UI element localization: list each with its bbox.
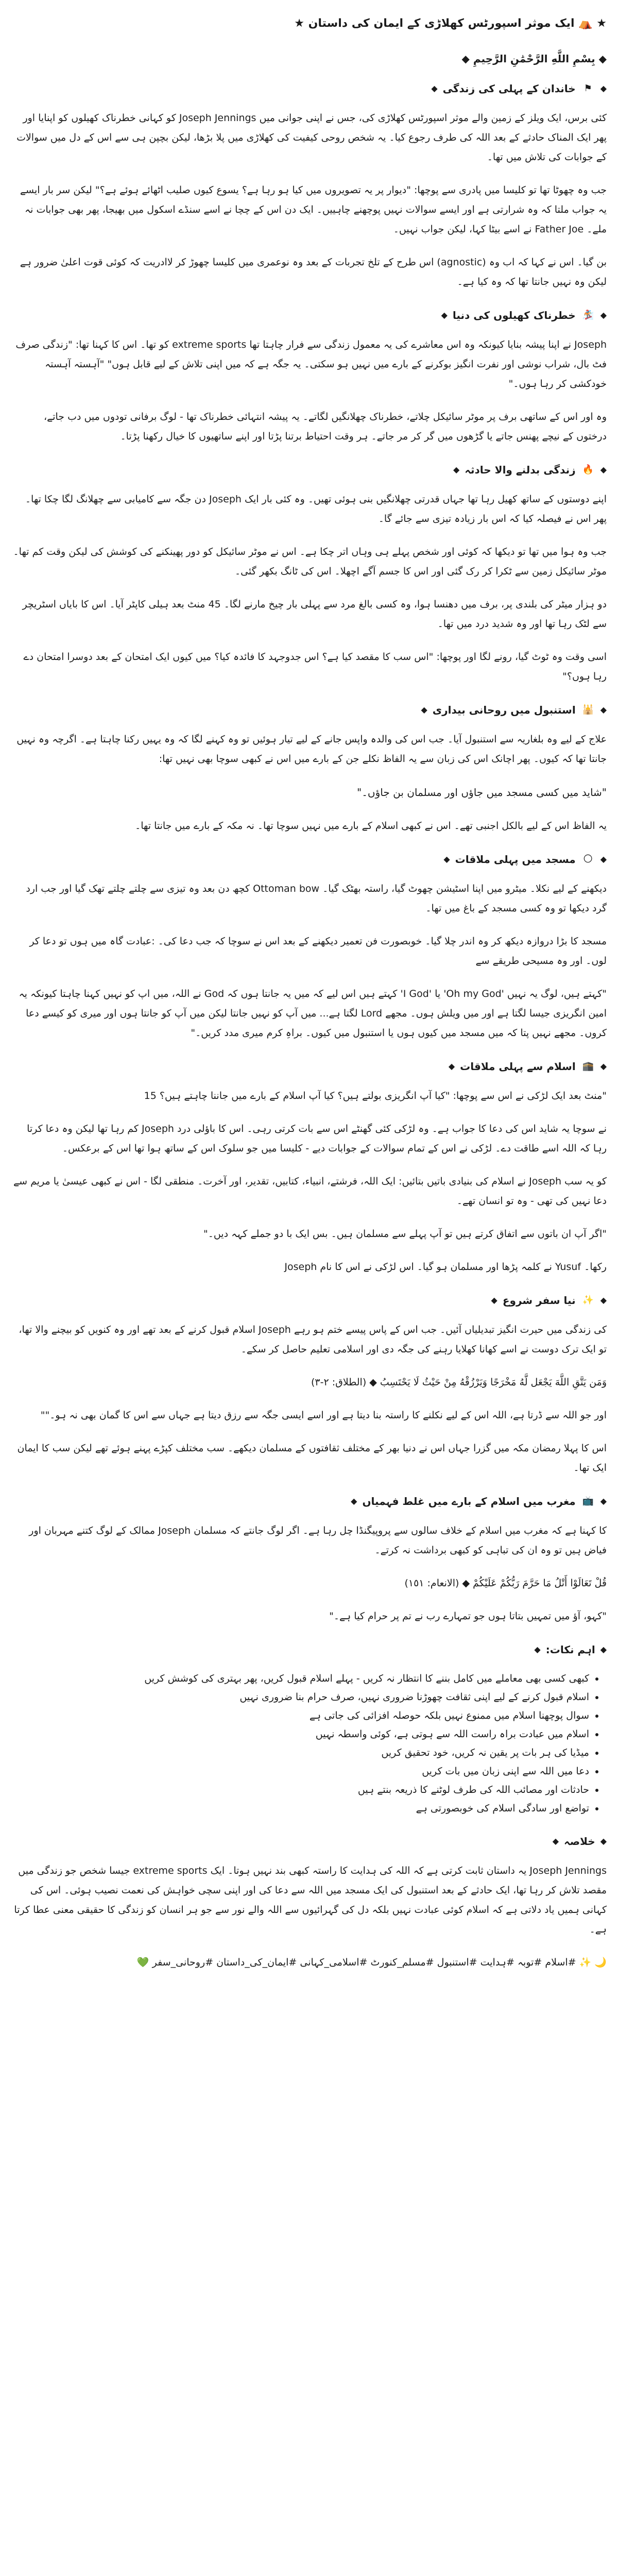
article-title: ★ ⛺ ایک موثر اسپورٹس کھلاڑی کے ایمان کی داستان ★: [294, 17, 607, 30]
section-mosque: [11, 849, 607, 1043]
diamond-icon: ◆: [600, 310, 607, 320]
paragraph: جب وہ چھوٹا تھا تو کلیسا میں پادری سے پوچھا: "دیوار پر یہ تصویروں میں کیا ہو رہا ہے؟ یسوع کیوں صلیب اٹھائے ہوئے ہے؟" لیکن سر بار ایسے یہ جواب ملتا کہ وہ شرارتی ہے اور ایسے سوالات نہیں پوچھنے چاہییں۔ ایک دن اس کے چچا نے اسے سنڈے اسکول میں بھیجا، پھر بھی جوابات نہ ملے۔ Father Joe نے اسے بیٹا کہا، لیکن جواب نہیں۔: [20, 184, 607, 235]
section-new-journey: [11, 1290, 607, 1478]
diamond-icon: ◆: [534, 1645, 541, 1654]
section-accident: [11, 460, 607, 686]
diamond-icon: ◆: [600, 705, 607, 715]
section-heading: [11, 849, 607, 870]
bismillah-heading: ◆ بِسْمِ اللَّهِ الرَّحْمَٰنِ الرَّحِيمِ ◆: [461, 53, 607, 65]
section-heading-text: استنبول میں روحانی بیداری: [432, 704, 576, 716]
section-icon: 🏂: [582, 310, 594, 320]
list-item: • حادثات اور مصائب اللہ کی طرف لوٹنے کا ذریعہ بنتے ہیں: [11, 1781, 589, 1799]
quran-verse: وَمَن يَتَّقِ اللَّهَ يَجْعَل لَّهُ مَخْرَجًا وَيَرْزُقْهُ مِنْ حَيْثُ لَا يَحْتَسِبُ ◆ (الطلاق: ٢-٣): [311, 1377, 607, 1388]
section-heading: [11, 700, 607, 720]
paragraph: کا کہنا ہے کہ مغرب میں اسلام کے خلاف سالوں سے پروپیگنڈا چل رہا ہے۔ اگر لوگ جانتے کہ مسلمان Joseph ممالک کے لوگ کتنے مہربان اور فیاض ہیں تو وہ ان کی تباہی کو کبھی برداشت نہ کرتے۔: [29, 1525, 607, 1556]
list-item: • اسلام قبول کرنے کے لیے اپنی ثقافت چھوڑنا ضروری نہیں، صرف حرام بنا ضروری نہیں: [11, 1688, 589, 1706]
section-heading: [11, 1639, 607, 1660]
diamond-icon: ◆: [600, 1836, 607, 1846]
paragraph: مسجد کا بڑا دروازہ دیکھ کر وہ اندر چلا گیا۔ خوبصورت فن تعمیر دیکھنے کے بعد اس نے سوچا کہ جب دعا کی۔ :عبادت گاہ میں ہوں تو دعا کر لوں۔ اور وہ مسیحی طریقے سے: [29, 936, 607, 967]
section-icon: ⚑: [583, 83, 592, 94]
section-first-encounter: [11, 1056, 607, 1277]
section-lessons: [11, 1639, 607, 1818]
diamond-icon: ◆: [431, 83, 438, 93]
paragraph: کئی برس، ایک ویلز کے زمین والے موثر اسپورٹس کھلاڑی کی، جس نے اپنی جوانی میں Joseph Jennings کو کہانی خطرناک کھیلوں کو اپنایا اور پھر ایک المناک حادثے کے بعد اللہ کی طرف رجوع کیا۔ یہ شخص روحی کیفیت کی کھلاڑی میں پلا بڑھا، لیکن بچپن ہی سے اس کے دل میں سوالات کے جوابات کی تلاش میں تھا۔: [16, 112, 607, 163]
paragraph: نے سوچا یہ شاید اس کی دعا کا جواب ہے۔ وہ لڑکی کئی گھنٹے اس سے بات کرتی رہی۔ اس کا باؤلی درد Joseph کم رہا تھا لیکن وہ دعا کرتا رہا کہ اللہ اسے طاقت دے۔ لڑکی نے اس کے تمام سوالات کے جوابات دیے - کلیسا میں جو سلوک اس کے ساتھ ہوا تھا اس کے برعکس۔: [27, 1123, 607, 1154]
paragraph: "کہتے ہیں، لوگ یہ نہیں 'Oh my God' یا 'I God' کہتے ہیں اس لیے کہ میں یہ جانتا ہوں کہ God نے اللہ، میں اپ کو نہیں کہنا چاہتا کیونکہ یہ امین انگریزی جیسا لگتا ہے اور میں ویلش ہوں۔ مجھے Lord لگتا ہے... میں آپ کو نہیں جانتا لیکن میں آپ کو جانتا ہوں اور میری کو کیسے دعا کروں۔ مجھے نہیں پتا کہ میں مسجد میں کیوں ہوں یا استنبول میں کیوں۔ براہِ کرم میری مدد کریں۔": [19, 988, 607, 1039]
section-icon: 📺: [582, 1496, 594, 1506]
hashtags: 🌙 ✨ #اسلام #توبہ #ہدایت #استنبول #مسلم_کنورٹ #اسلامی_کہانی #ایمان_کی_داستان #روحانی_سفر 💚: [136, 1957, 607, 1968]
diamond-icon: ◆: [552, 1836, 559, 1846]
section-heading: [11, 1831, 607, 1852]
section-heading: [11, 460, 607, 480]
list-item: • کبھی کسی بھی معاملے میں کامل بننے کا انتظار نہ کریں - پہلے اسلام قبول کریں، پھر بہتری کی کوشش کریں: [11, 1669, 589, 1688]
paragraph: اپنے دوستوں کے ساتھ کھیل رہا تھا جہاں قدرتی چھلانگیں بنی ہوئی تھیں۔ وہ کئی بار ایک Joseph دن جگہ سے کامیابی سے چھلانگ لگا چکا تھا۔ پھر اس نے فیصلہ کیا کہ اس بار زیادہ تیزی سے جائے گا۔: [25, 494, 607, 524]
section-heading-text: نیا سفر شروع: [502, 1294, 576, 1307]
lessons-list: [11, 1669, 607, 1818]
paragraph: اس کا پہلا رمضان مکہ میں گزرا جہاں اس نے دنیا بھر کے مختلف ثقافتوں کے مسلمان دیکھے۔ سب مختلف کپڑے پہنے ہوئے تھے لیکن سب کا ایمان ایک تھا۔: [17, 1443, 607, 1473]
diamond-icon: ◆: [600, 1645, 607, 1654]
section-heading-text: خطرناک کھیلوں کی دنیا: [452, 309, 576, 321]
list-item: • اسلام میں عبادت براہ راست اللہ سے ہوتی ہے، کوئی واسطہ نہیں: [11, 1725, 589, 1743]
diamond-icon: ◆: [600, 1061, 607, 1071]
section-summary: [11, 1831, 607, 1939]
section-heading: [11, 78, 607, 99]
section-heading-text: خلاصہ: [564, 1835, 595, 1848]
paragraph: رکھا۔ Yusuf نے کلمہ پڑھا اور مسلمان ہو گیا۔ اس لڑکی نے اس کا نام Joseph: [284, 1261, 607, 1273]
diamond-icon: ◆: [351, 1496, 357, 1506]
paragraph: "اگر آپ ان باتوں سے اتفاق کرتے ہیں تو آپ پہلے سے مسلمان ہیں۔ بس ایک با دو جملے کہہ دیں۔": [203, 1228, 607, 1240]
section-extreme-sports: [11, 305, 607, 446]
section-heading: [11, 1056, 607, 1077]
section-heading-text: مسجد میں پہلی ملاقات: [455, 853, 576, 866]
paragraph: "کہو، آؤ میں تمہیں بتاتا ہوں جو تمہارے رب نے تم پر حرام کیا ہے۔": [329, 1611, 607, 1622]
section-icon: 🕋: [582, 1061, 594, 1072]
diamond-icon: ◆: [600, 1295, 607, 1305]
section-icon: ✨: [582, 1295, 594, 1306]
diamond-icon: ◆: [491, 1295, 497, 1305]
list-item: • دعا میں اللہ سے اپنی زبان میں بات کریں: [11, 1762, 589, 1781]
section-heading: [11, 1491, 607, 1512]
section-misconceptions: [11, 1491, 607, 1626]
paragraph: بن گیا۔ اس نے کہا کہ اب وہ (agnostic) اس طرح کے تلخ تجربات کے بعد وہ نوعمری میں کلیسا چھوڑ کر لاادریت کہ کوئی قوت اعلیٰ ضرور ہے لیکن وہ نہیں جانتا تھا کہ وہ کیا ہے۔: [20, 257, 607, 287]
paragraph: دیکھنے کے لیے نکلا۔ میٹرو میں اپنا اسٹیشن چھوٹ گیا، راستہ بھٹک گیا۔ Ottoman bow کچھ دن بعد وہ تیزی سے چلتے چلتے تھک گیا اور جب ارد گرد دیکھا تو وہ کسی مسجد کے باغ میں تھا۔: [26, 883, 607, 914]
diamond-icon: ◆: [448, 1061, 455, 1071]
paragraph: اسی وقت وہ ٹوٹ گیا، رونے لگا اور پوچھا: "اس سب کا مقصد کیا ہے؟ اس جدوجہد کا فائدہ کیا؟ میں کیوں ایک امتحان کے بعد دوسرا امتحان دے رہا ہوں؟": [23, 651, 607, 682]
paragraph: کو یہ سب Joseph نے اسلام کی بنیادی باتیں بتائیں: ایک اللہ، فرشتے، انبیاء، کتابیں، تقدیر، اور آخرت۔ منطقی لگا - اس نے کبھی عیسیٰ یا مریم سے دعا نہیں کی تھی - وہ تو انسان تھے۔: [13, 1176, 607, 1207]
diamond-icon: ◆: [600, 854, 607, 864]
paragraph: "منٹ بعد ایک لڑکی نے اس سے پوچھا: "کیا آپ انگریزی بولتے ہیں؟ کیا آپ اسلام کے بارے میں جاننا چاہتے ہیں؟ 15: [144, 1090, 607, 1101]
section-heading: [11, 1290, 607, 1311]
paragraph: جب وہ ہوا میں تھا تو دیکھا کہ کوئی اور شخص پہلے ہی وہاں اتر چکا ہے۔ اس نے موٹر سائیکل کو دور پھینکنے کی کوشش کی لیکن وقت کم تھا۔ موٹر سائیکل زمین سے ٹکرا کر رک گئی اور اس کا جسم آگے اچھلا۔ اس کی ٹانگ بکھر گئی۔: [13, 546, 607, 577]
diamond-icon: ◆: [443, 854, 450, 864]
section-icon: 🕌: [582, 704, 594, 715]
list-item: • میڈیا کی ہر بات پر یقین نہ کریں، خود تحقیق کریں: [11, 1743, 589, 1762]
section-istanbul: [11, 700, 607, 836]
section-heading-text: اہم نکات:: [545, 1643, 595, 1656]
section-icon: 🌕: [583, 854, 593, 865]
section-heading-text: مغرب میں اسلام کے بارے میں غلط فہمیاں: [362, 1495, 576, 1507]
paragraph: یہ الفاظ اس کے لیے بالکل اجنبی تھے۔ اس نے کبھی اسلام کے بارے میں نہیں سوچا تھا۔ نہ مکہ کے بارے میں جانتا تھا۔: [135, 820, 607, 832]
section-heading-text: خاندان کے پہلی کی زندگی: [442, 82, 576, 95]
section-heading-text: زندگی بدلنے والا حادثہ: [465, 464, 576, 476]
paragraph: کی زندگی میں حیرت انگیز تبدیلیاں آئیں۔ جب اس کے پاس پیسے ختم ہو رہے Joseph اسلام قبول کرنے کے بعد تھے اور وہ کنویں کو بیچنے والا تھا، تو ایک ترک دوست نے اسے کھانا کھلایا رہنے کی جگہ دی اور اسلامی تعلیم حاصل کر سکے۔: [19, 1324, 607, 1355]
paragraph: وہ اور اس کے ساتھی برف پر موٹر سائیکل چلاتے، خطرناک چھلانگیں لگاتے۔ یہ پیشہ انتہائی خطرناک تھا - لوگ برفانی تودوں میں دب جاتے، درختوں کے نیچے پھنس جاتے یا گڑھوں میں گر کر مر جاتے۔ ہر وقت احتیاط برتنا پڑتا اور اپنے ساتھیوں کا خیال رکھنا پڑتا۔: [43, 411, 607, 442]
section-early-life: [11, 78, 607, 292]
diamond-icon: ◆: [600, 1496, 607, 1506]
diamond-icon: ◆: [600, 465, 607, 474]
paragraph: اور جو اللہ سے ڈرتا ہے، اللہ اس کے لیے نکلنے کا راستہ بنا دیتا ہے اور اسے ایسی جگہ سے رزق دیتا ہے جہاں سے اس کا گمان بھی نہ ہو۔"": [40, 1410, 607, 1421]
paragraph: Joseph نے اپنا پیشہ بنایا کیونکہ وہ اس معاشرے کی یہ معمول زندگی سے فرار چاہتا تھا extreme sports کو تھا۔ اس کا کہنا تھا: "زندگی صرف فٹ بال، شراب نوشی اور نفرت انگیز بوکرنے کے بارے میں نہیں ہو سکتی۔ یہ جگہ ہے کہ میں اپنی تلاش کے لیے قابل ہوں" "آہستہ آہستہ خودکشی کر رہا ہوں۔": [15, 339, 607, 389]
list-item: • سوال پوچھنا اسلام میں ممنوع نہیں بلکہ حوصلہ افزائی کی جاتی ہے: [11, 1706, 589, 1725]
list-item: • تواضع اور سادگی اسلام کی خوبصورتی ہے: [11, 1799, 589, 1818]
diamond-icon: ◆: [441, 310, 448, 320]
diamond-icon: ◆: [453, 465, 460, 474]
section-icon: 🔥: [582, 464, 594, 475]
paragraph: علاج کے لیے وہ بلغاریہ سے استنبول آیا۔ جب اس کی والدہ واپس جانے کے لیے تیار ہوئیں تو وہ کہنے لگا کہ وہ یہیں رکنا چاہتا ہے۔ اگرچہ وہ نہیں جانتا تھا کہ کیوں۔ پھر اچانک اس کی زبان سے یہ الفاظ نکلے جن کے بارے میں اس نے کبھی سوچا بھی نہیں تھا:: [16, 734, 607, 765]
section-heading-text: اسلام سے پہلی ملاقات: [460, 1060, 576, 1073]
section-heading: [11, 305, 607, 326]
quran-verse: قُلْ تَعَالَوْا أَتْلُ مَا حَرَّمَ رَبُّكُمْ عَلَيْكُمْ ◆ (الانعام: ١٥١): [404, 1578, 607, 1589]
paragraph: Joseph Jennings یہ داستان ثابت کرتی ہے کہ اللہ کی ہدایت کا راستہ کبھی بند نہیں ہوتا۔ ایک extreme sports جیسا شخص جو زندگی میں مقصد تلاش کر رہا تھا، ایک حادثے کے بعد استنبول کی ایک مسجد میں اللہ سے دعا کی اور اپنی سچی خواہش کی نعمت نصیب ہوئی۔ اس کی کہانی ہمیں یاد دلاتی ہے کہ اسلام کوئی عبادت نہیں بلکہ دل کی گہرائیوں سے اللہ والے نور سے جو ہر انسان کو زندگی کا حقیقی معنی عطا کرتا ہے۔: [14, 1865, 607, 1935]
diamond-icon: ◆: [421, 705, 427, 715]
paragraph: دو ہزار میٹر کی بلندی پر، برف میں دھنسا ہوا، وہ کسی بالغ مرد سے پہلی بار چیخ مارنے لگا۔ 45 منٹ بعد ہیلی کاپٹر آیا۔ اس کا بایاں اسٹریچر سے لٹک رہا تھا اور وہ شدید درد میں تھا۔: [22, 599, 607, 630]
quote: "شاید میں کسی مسجد میں جاؤں اور مسلمان بن جاؤں۔": [357, 786, 607, 799]
diamond-icon: ◆: [600, 83, 607, 93]
